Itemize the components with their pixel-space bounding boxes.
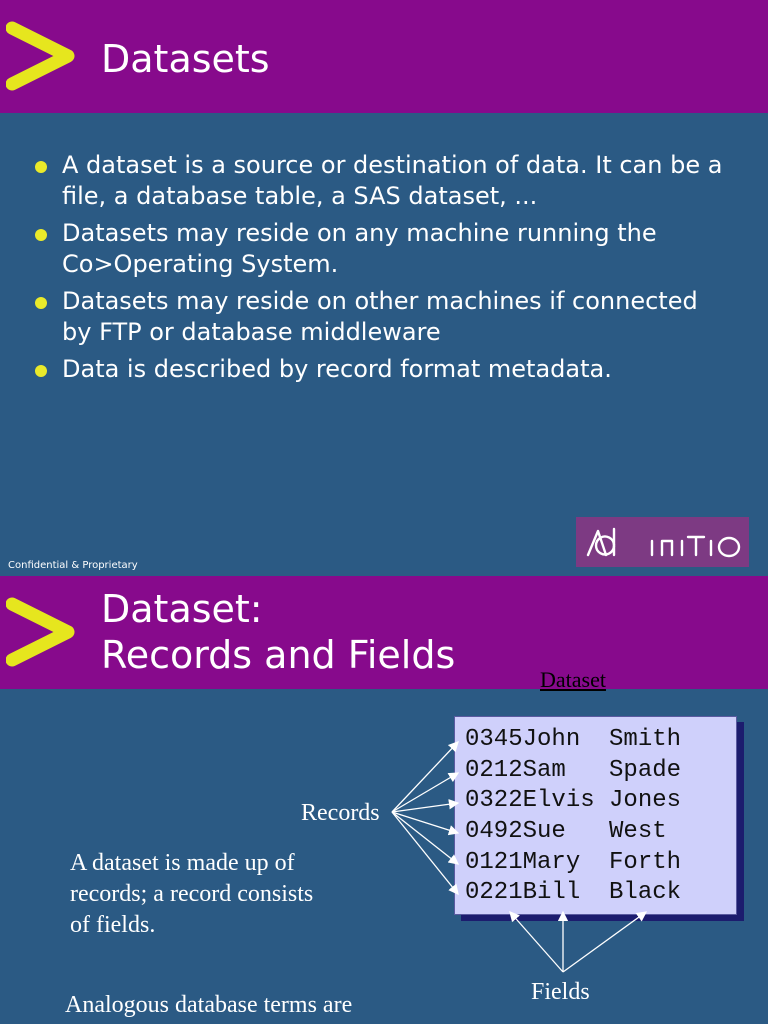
fields-label: Fields (531, 979, 590, 1005)
record-row: 0492Sue West (465, 818, 667, 845)
record-row: 0121Mary Forth (465, 849, 682, 876)
records-label: Records (301, 800, 380, 826)
record-row: 0345John Smith (465, 726, 682, 753)
dataset-label: Dataset (540, 667, 606, 692)
slide-title-line2: Records and Fields (101, 633, 456, 677)
slide-title: Datasets (101, 37, 270, 81)
slide-title-line1: Dataset: (101, 587, 263, 631)
slide-records-fields (0, 576, 768, 1024)
bullet-item: Datasets may reside on other machines if connected by FTP or database middleware (32, 286, 732, 348)
bullet-list (32, 150, 732, 391)
bullet-dot-icon (35, 297, 47, 309)
description-text: A dataset is made up of records; a record consists of fields. (70, 850, 314, 938)
record-row: 0212Sam Spade (465, 757, 682, 784)
ab-initio-logo-icon (576, 517, 749, 567)
bullet-dot-icon (35, 229, 47, 241)
confidential-footer: Confidential & Proprietary (8, 560, 138, 571)
record-row: 0221Bill Black (465, 879, 682, 906)
bullet-item: Datasets may reside on any machine running the Co>Operating System. (32, 218, 732, 280)
bullet-item: Data is described by record format metadata. (32, 354, 732, 385)
ab-initio-logo (576, 517, 749, 567)
bullet-dot-icon (35, 161, 47, 173)
chevron-icon (6, 20, 76, 92)
bullet-item: A dataset is a source or destination of data. It can be a file, a database table, a SAS dataset, ... (32, 150, 732, 212)
pointer-arrows (0, 576, 768, 1024)
title-bar (0, 0, 768, 113)
record-row: 0322Elvis Jones (465, 787, 682, 814)
bullet-dot-icon (35, 365, 47, 377)
analogous-text: Analogous database terms are (65, 992, 353, 1018)
